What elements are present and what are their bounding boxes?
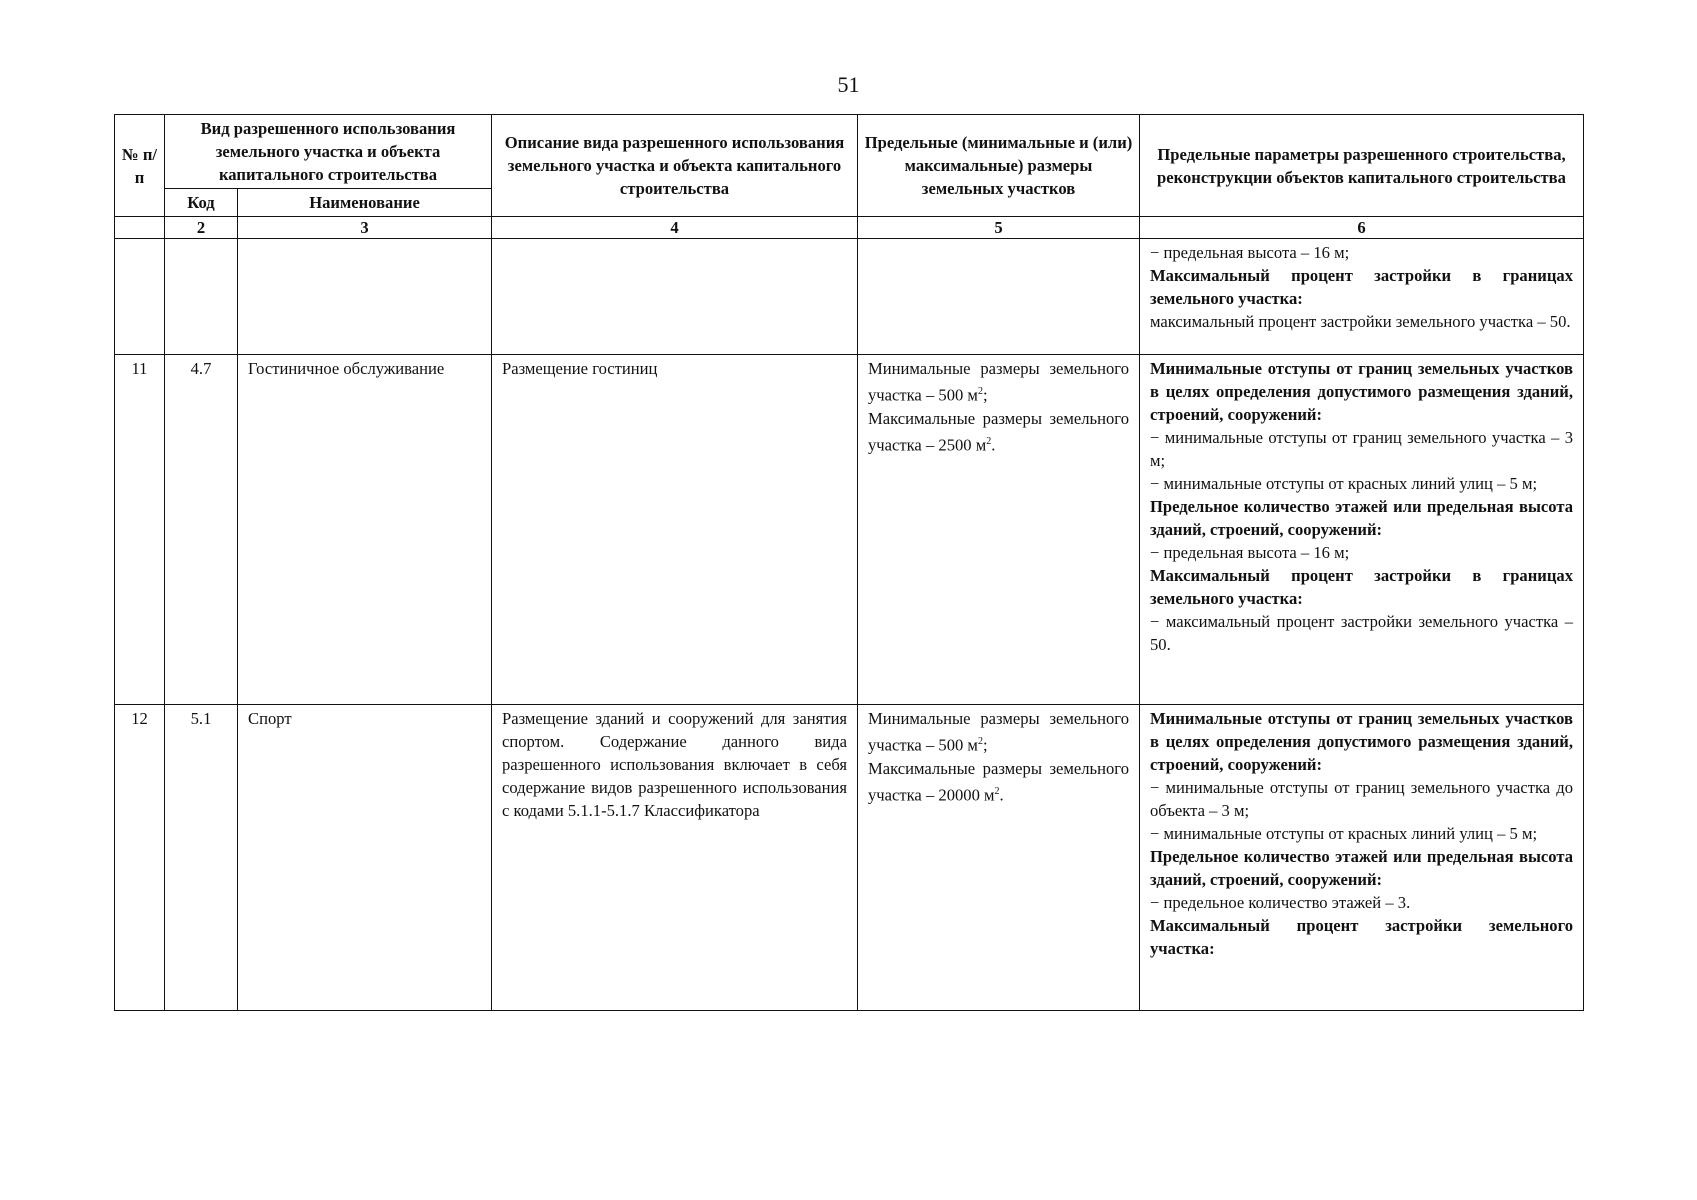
param-item: − минимальные отступы от красных линий улиц – 5 м;: [1150, 824, 1538, 843]
param-heading: Максимальный процент застройки в границах земельного участка:: [1150, 566, 1573, 608]
table-row: [115, 355, 1584, 705]
size-superscript: 2: [986, 435, 992, 447]
row-name: [238, 239, 492, 355]
row-params: [1140, 355, 1584, 705]
param-heading: Предельное количество этажей или предельная высота зданий, строений, сооружений:: [1150, 497, 1573, 539]
row-code: 5.1: [165, 705, 238, 1011]
param-item: − минимальные отступы от красных линий улиц – 5 м;: [1150, 474, 1538, 493]
param-item: − предельная высота – 16 м;: [1150, 543, 1350, 562]
row-params: [1140, 705, 1584, 1011]
page-number: 51: [837, 72, 860, 97]
size-line: [868, 407, 1129, 457]
header-code: Код: [165, 189, 238, 217]
row-description: Размещение зданий и сооружений для занятия спортом. Содержание данного вида разрешенного использования включает в себя содержание видов разрешенного использования с кодами 5.1.1-5.1.7 Классификатора: [492, 705, 858, 1011]
column-number-5: 5: [858, 217, 1140, 239]
param-heading: Максимальный процент застройки земельного участка:: [1150, 916, 1573, 958]
size-superscript: 2: [977, 736, 983, 747]
size-tail: ;: [982, 735, 988, 755]
size-superscript: 2: [977, 386, 983, 397]
size-line: [868, 757, 1129, 807]
row-sizes: [858, 705, 1140, 1011]
row-code: [165, 239, 238, 355]
param-item: − минимальные отступы от границ земельного участка – 3 м;: [1150, 428, 1573, 470]
size-tail: .: [991, 435, 996, 455]
param-item: − минимальные отступы от границ земельного участка до объекта – 3 м;: [1150, 778, 1573, 820]
header-sizes: Предельные (минимальные и (или) максимальные) размеры земельных участков: [858, 115, 1140, 217]
header-params: Предельные параметры разрешенного строительства, реконструкции объектов капитального строительства: [1140, 115, 1584, 217]
size-superscript: 2: [994, 785, 1000, 797]
column-number-3: 3: [238, 217, 492, 239]
size-text: Максимальные размеры земельного участка – 2500 м: [868, 408, 1129, 455]
size-text: Максимальные размеры земельного участка – 20000 м: [868, 758, 1129, 805]
param-item: − предельная высота – 16 м;: [1150, 243, 1350, 262]
column-number-1: [115, 217, 165, 239]
header-kind: Вид разрешенного использования земельного участка и объекта капитального строительства: [165, 115, 492, 189]
row-description: [492, 239, 858, 355]
header-description: Описание вида разрешенного использования земельного участка и объекта капитального строительства: [492, 115, 858, 217]
row-code: 4.7: [165, 355, 238, 705]
row-number: 11: [115, 355, 165, 705]
row-number: 12: [115, 705, 165, 1011]
regulations-table: [114, 114, 1584, 1011]
header-name: Наименование: [238, 189, 492, 217]
size-text: Минимальные размеры земельного участка – 500 м: [868, 359, 1129, 405]
row-description: Размещение гостиниц: [492, 355, 858, 705]
size-tail: ;: [982, 385, 988, 405]
row-name: Гостиничное обслуживание: [238, 355, 492, 705]
row-sizes: [858, 355, 1140, 705]
size-text: Минимальные размеры земельного участка – 500 м: [868, 709, 1129, 755]
table-body: [115, 239, 1584, 1011]
param-heading: Максимальный процент застройки в границах земельного участка:: [1150, 266, 1573, 308]
param-heading: Минимальные отступы от границ земельных участков в целях определения допустимого размещения зданий, строений, сооружений:: [1150, 359, 1573, 424]
size-line: [868, 707, 1129, 757]
row-params: [1140, 239, 1584, 355]
header-number: № п/п: [115, 115, 165, 217]
row-name: Спорт: [238, 705, 492, 1011]
param-item: максимальный процент застройки земельного участка – 50.: [1150, 312, 1571, 331]
row-sizes: [858, 239, 1140, 355]
param-item: − максимальный процент застройки земельного участка – 50.: [1150, 612, 1573, 654]
param-heading: Минимальные отступы от границ земельных участков в целях определения допустимого размещения зданий, строений, сооружений:: [1150, 709, 1573, 774]
column-number-2: 2: [165, 217, 238, 239]
table-row: [115, 239, 1584, 355]
column-numbers-row: [115, 217, 1584, 239]
table-header: [115, 115, 1584, 239]
param-item: − предельное количество этажей – 3.: [1150, 893, 1411, 912]
column-number-4: 4: [492, 217, 858, 239]
column-number-6: 6: [1140, 217, 1584, 239]
size-line: [868, 357, 1129, 407]
row-number: [115, 239, 165, 355]
param-heading: Предельное количество этажей или предельная высота зданий, строений, сооружений:: [1150, 847, 1573, 889]
size-tail: .: [999, 785, 1004, 805]
table-row: [115, 705, 1584, 1011]
